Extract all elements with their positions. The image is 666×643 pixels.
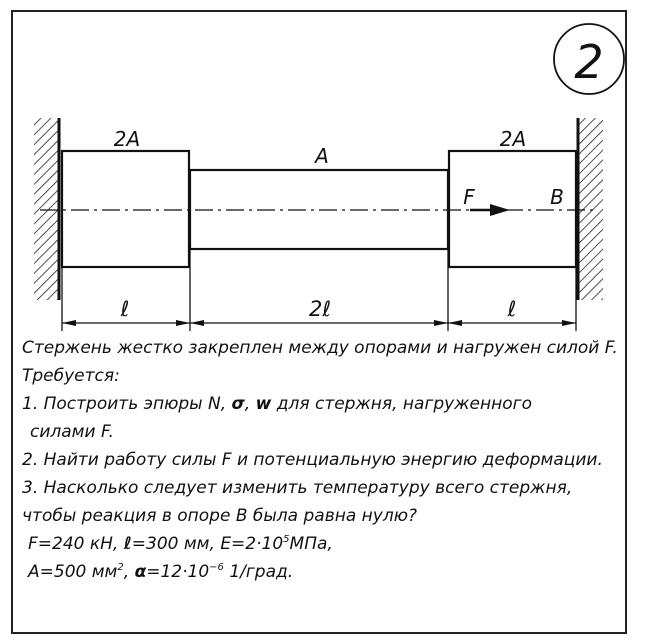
statement-line-6: 3. Насколько следует изменить температуру всего стержня, [22, 478, 573, 498]
force-arrow [470, 204, 510, 216]
right-wall-support [578, 118, 603, 300]
statement-line-5: 2. Найти работу силы F и потенциальную энергию деформации. [22, 450, 603, 470]
force-label: F [463, 185, 475, 209]
problem-statement [22, 334, 622, 586]
statement-line-3: 1. Построить эпюры N, σ, w для стержня, нагруженного [22, 394, 532, 414]
left-wall-support [34, 118, 59, 300]
left-segment [62, 151, 189, 267]
given-line-1: F=240 кН, ℓ=300 мм, $E=2\cdot 10^5МПа$, [28, 534, 333, 554]
middle-length-label: 2ℓ [308, 297, 332, 321]
w-symbol: w [255, 394, 272, 414]
left-length-label: ℓ [120, 297, 130, 321]
point-b-label: B [550, 185, 564, 209]
problem-number-badge [554, 24, 624, 94]
problem-number: 2 [574, 35, 604, 89]
statement-line-7: чтобы реакция в опоре B была равна нулю? [22, 506, 418, 526]
right-area-label: 2A [499, 127, 527, 151]
statement-line-1: Стержень жестко закреплен между опорами и нагружен силой F. [22, 338, 618, 358]
right-segment [449, 151, 576, 267]
given-line-2: A=500 $мм^2$, $\alpha=12\cdot 10^{-6}$ 1/град. [28, 562, 294, 582]
statement-line-2: Требуется: [22, 366, 120, 386]
right-length-label: ℓ [507, 297, 517, 321]
left-area-label: 2A [113, 127, 141, 151]
sigma-symbol: σ [231, 394, 245, 414]
statement-line-4: силами F. [30, 422, 114, 442]
middle-area-label: A [315, 144, 329, 168]
